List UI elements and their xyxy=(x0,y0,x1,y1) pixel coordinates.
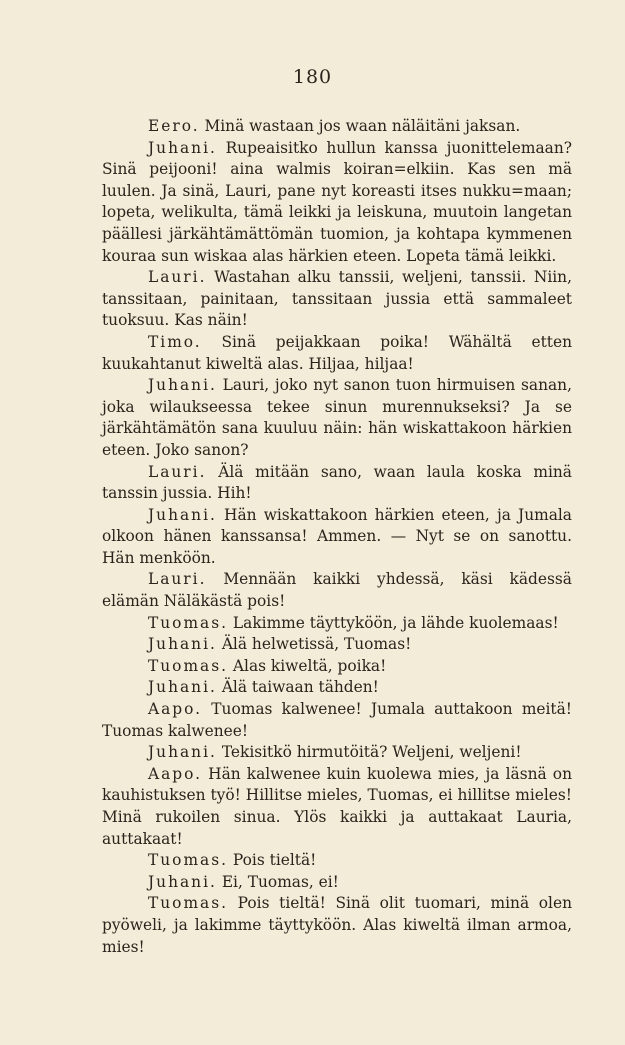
speaker-name: Aapo. xyxy=(148,764,203,783)
dialogue-text: Hän wiskattakoon härkien eteen, ja Jumala olkoon hänen kanssansa! Ammen. — Nyt se on sanottu. Hän menköön. xyxy=(102,505,572,567)
dialogue-paragraph xyxy=(102,656,572,678)
dialogue-text: Ei, Tuomas, ei! xyxy=(221,872,339,891)
dialogue-paragraph xyxy=(102,742,572,764)
dialogue-paragraph xyxy=(102,613,572,635)
dialogue-paragraph xyxy=(102,138,572,268)
speaker-name: Lauri. xyxy=(148,462,207,481)
dialogue-paragraph xyxy=(102,893,572,958)
dialogue-paragraph xyxy=(102,375,572,461)
dialogue-text: Tekisitkö hirmutöitä? Weljeni, weljeni! xyxy=(221,743,522,762)
dialogue-paragraph xyxy=(102,267,572,332)
dialogue-text: Wastahan alku tanssii, weljeni, tanssii. Niin, tanssitaan, painitaan, tanssitaan jussia että sammaleet tuoksuu. Kas näin! xyxy=(102,268,572,330)
page-number: 180 xyxy=(292,66,333,88)
speaker-name: Juhani. xyxy=(148,376,217,395)
dialogue-paragraph xyxy=(102,332,572,375)
dialogue-text: Lauri, joko nyt sanon tuon hirmuisen sanan, joka wilaukseessa tekee sinun murennukseksi? Ja se järkähtämätön sana kuuluu näin: hän wiskattakoon härkien eteen. Joko sanon? xyxy=(102,376,572,459)
speaker-name: Tuomas. xyxy=(148,656,229,675)
speaker-name: Juhani. xyxy=(148,743,217,762)
dialogue-paragraph xyxy=(102,677,572,699)
dialogue-paragraph xyxy=(102,850,572,872)
dialogue-paragraph xyxy=(102,699,572,742)
dialogue-text: Minä wastaan jos waan näläitäni jaksan. xyxy=(204,117,521,135)
dialogue-text: Pois tieltä! Sinä olit tuomari, minä olen pyöweli, ja lakimme täyttyköön. Alas kiweltä ilman armoa, mies! xyxy=(102,894,572,956)
dialogue-text: Älä mitään sano, waan laula koska minä tanssin jussia. Hih! xyxy=(102,462,572,503)
dialogue-paragraph xyxy=(102,116,572,138)
dialogue-paragraph xyxy=(102,505,572,570)
speaker-name: Lauri. xyxy=(148,570,207,589)
speaker-name: Juhani. xyxy=(148,678,217,697)
speaker-name: Juhani. xyxy=(148,872,217,891)
dialogue-paragraph xyxy=(102,872,572,894)
dialogue-text: Älä taiwaan tähden! xyxy=(221,678,379,697)
speaker-name: Juhani. xyxy=(148,138,217,157)
dialogue-text: Alas kiweltä, poika! xyxy=(232,656,387,675)
dialogue-paragraph xyxy=(102,462,572,505)
speaker-name: Lauri. xyxy=(148,268,207,287)
speaker-name: Juhani. xyxy=(148,635,217,654)
page-body xyxy=(102,116,572,958)
dialogue-text: Rupeaisitko hullun kanssa juonittelemaan? Sinä peijooni! aina walmis koiran=elkiin. Kas sen mä luulen. Ja sinä, Lauri, pane nyt koreasti itses nukku=maan; lopeta, welikulta, tämä leikki ja leiskuna, muutoin langetan päällesi järkähtämättömän tuomion, ja kohtapa kymmenen kouraa sun wiskaa alas härkien eteen. Lopeta tämä leikki. xyxy=(102,138,572,265)
dialogue-paragraph xyxy=(102,764,572,850)
speaker-name: Tuomas. xyxy=(148,894,229,913)
dialogue-text: Mennään kaikki yhdessä, käsi kädessä elämän Näläkästä pois! xyxy=(102,570,572,611)
dialogue-text: Pois tieltä! xyxy=(232,851,317,870)
speaker-name: Juhani. xyxy=(148,505,217,524)
speaker-name: Tuomas. xyxy=(148,851,229,870)
dialogue-text: Lakimme täyttyköön, ja lähde kuolemaas! xyxy=(232,613,559,632)
speaker-name: Timo. xyxy=(148,332,202,351)
speaker-name: Tuomas. xyxy=(148,613,229,632)
dialogue-paragraph xyxy=(102,634,572,656)
dialogue-paragraph xyxy=(102,569,572,612)
speaker-name: Eero. xyxy=(148,117,200,135)
dialogue-text: Älä helwetissä, Tuomas! xyxy=(221,635,412,654)
dialogue-text: Sinä peijakkaan poika! Wähältä etten kuukahtanut kiweltä alas. Hiljaa, hiljaa! xyxy=(102,332,572,373)
speaker-name: Aapo. xyxy=(148,700,203,719)
dialogue-text: Hän kalwenee kuin kuolewa mies, ja läsnä on kauhistuksen työ! Hillitse mieles, Tuomas, ei hillitse mieles! Minä rukoilen sinua. Ylös kaikki ja auttakaat Lauria, auttakaat! xyxy=(102,764,572,848)
dialogue-text: Tuomas kalwenee! Jumala auttakoon meitä! Tuomas kalwenee! xyxy=(102,700,572,740)
